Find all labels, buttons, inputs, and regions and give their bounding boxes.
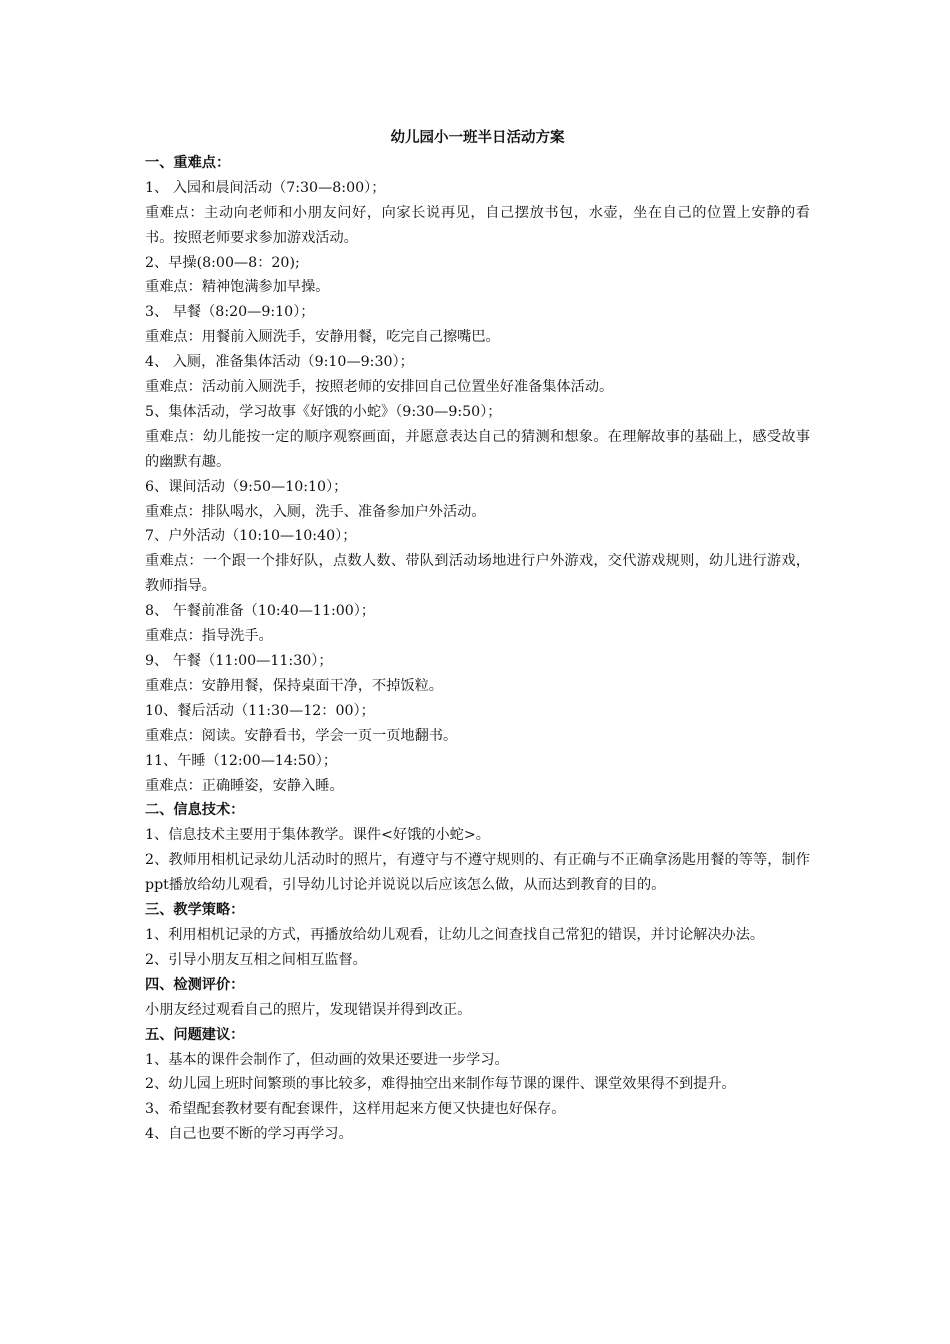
paragraph: 10、餐后活动（11:30—12：00）； — [145, 702, 375, 719]
section-key-points — [145, 151, 810, 799]
paragraph: 重难点：一个跟一个排好队，点数人数、带队到活动场地进行户外游戏，交代游戏规则，幼儿进行游戏，教师指导。 — [145, 553, 810, 595]
paragraph: 5、集体活动，学习故事《好饿的小蛇》（9:30—9:50）； — [145, 403, 502, 420]
paragraph: 小朋友经过观看自己的照片，发现错误并得到改正。 — [145, 1001, 472, 1018]
paragraph: 重难点：指导洗手。 — [145, 628, 273, 645]
paragraph: 重难点：阅读。安静看书，学会一页一页地翻书。 — [145, 727, 458, 744]
paragraph: 1、 入园和晨间活动（7:30—8:00）； — [145, 179, 386, 196]
paragraph: 重难点：用餐前入厕洗手，安静用餐，吃完自己擦嘴巴。 — [145, 329, 500, 346]
paragraph: 1、利用相机记录的方式，再播放给幼儿观看，让幼儿之间查找自己常犯的错误，并讨论解决办法。 — [145, 926, 765, 943]
paragraph: 重难点：幼儿能按一定的顺序观察画面，并愿意表达自己的猜测和想象。在理解故事的基础上，感受故事的幽默有趣。 — [145, 428, 810, 470]
section-heading: 四、检测评价： — [145, 976, 245, 993]
section-heading: 五、问题建议： — [145, 1026, 245, 1043]
paragraph: 4、自己也要不断的学习再学习。 — [145, 1126, 353, 1143]
paragraph: 7、户外活动（10:10—10:40）； — [145, 528, 357, 545]
paragraph: 重难点：安静用餐，保持桌面干净，不掉饭粒。 — [145, 677, 443, 694]
paragraph: 3、 早餐（8:20—9:10）； — [145, 304, 315, 321]
paragraph: 2、幼儿园上班时间繁琐的事比较多，难得抽空出来制作每节课的课件、课堂效果得不到提升。 — [145, 1076, 736, 1093]
section-teaching-strategy — [145, 898, 810, 973]
document-title: 幼儿园小一班半日活动方案 — [390, 130, 565, 146]
paragraph: 2、教师用相机记录幼儿活动时的照片，有遵守与不遵守规则的、有正确与不正确拿汤匙用餐的等等，制作ppt播放给幼儿观看，引导幼儿讨论并说说以后应该怎么做，从而达到教育的目的。 — [145, 852, 810, 894]
section-heading: 二、信息技术： — [145, 802, 245, 819]
paragraph: 1、信息技术主要用于集体教学。课件<好饿的小蛇>。 — [145, 827, 490, 844]
paragraph: 9、 午餐（11:00—11:30）； — [145, 653, 333, 670]
paragraph: 8、 午餐前准备（10:40—11:00）； — [145, 603, 376, 620]
paragraph: 重难点：正确睡姿，安静入睡。 — [145, 777, 344, 794]
paragraph: 重难点：活动前入厕洗手，按照老师的安排回自己位置坐好准备集体活动。 — [145, 379, 614, 396]
paragraph: 2、早操(8:00—8：20); — [145, 254, 300, 271]
section-heading: 三、教学策略： — [145, 902, 245, 919]
paragraph: 1、基本的课件会制作了，但动画的效果还要进一步学习。 — [145, 1051, 509, 1068]
paragraph: 6、课间活动（9:50—10:10）； — [145, 478, 348, 495]
section-heading: 一、重难点： — [145, 154, 231, 171]
paragraph: 2、引导小朋友互相之间相互监督。 — [145, 951, 367, 968]
paragraph: 重难点：排队喝水，入厕，洗手、准备参加户外活动。 — [145, 503, 486, 520]
paragraph: 4、 入厕，准备集体活动（9:10—9:30）； — [145, 354, 414, 371]
paragraph: 重难点：精神饱满参加早操。 — [145, 279, 330, 296]
paragraph: 3、希望配套教材要有配套课件，这样用起来方便又快捷也好保存。 — [145, 1101, 566, 1118]
paragraph: 重难点：主动向老师和小朋友问好，向家长说再见，自己摆放书包，水壶，坐在自己的位置上安静的看书。按照老师要求参加游戏活动。 — [145, 204, 810, 246]
section-information-technology — [145, 798, 810, 898]
paragraph: 11、午睡（12:00—14:50）； — [145, 752, 338, 769]
section-suggestions — [145, 1023, 810, 1148]
section-evaluation — [145, 973, 810, 1023]
document-page — [145, 126, 810, 1147]
